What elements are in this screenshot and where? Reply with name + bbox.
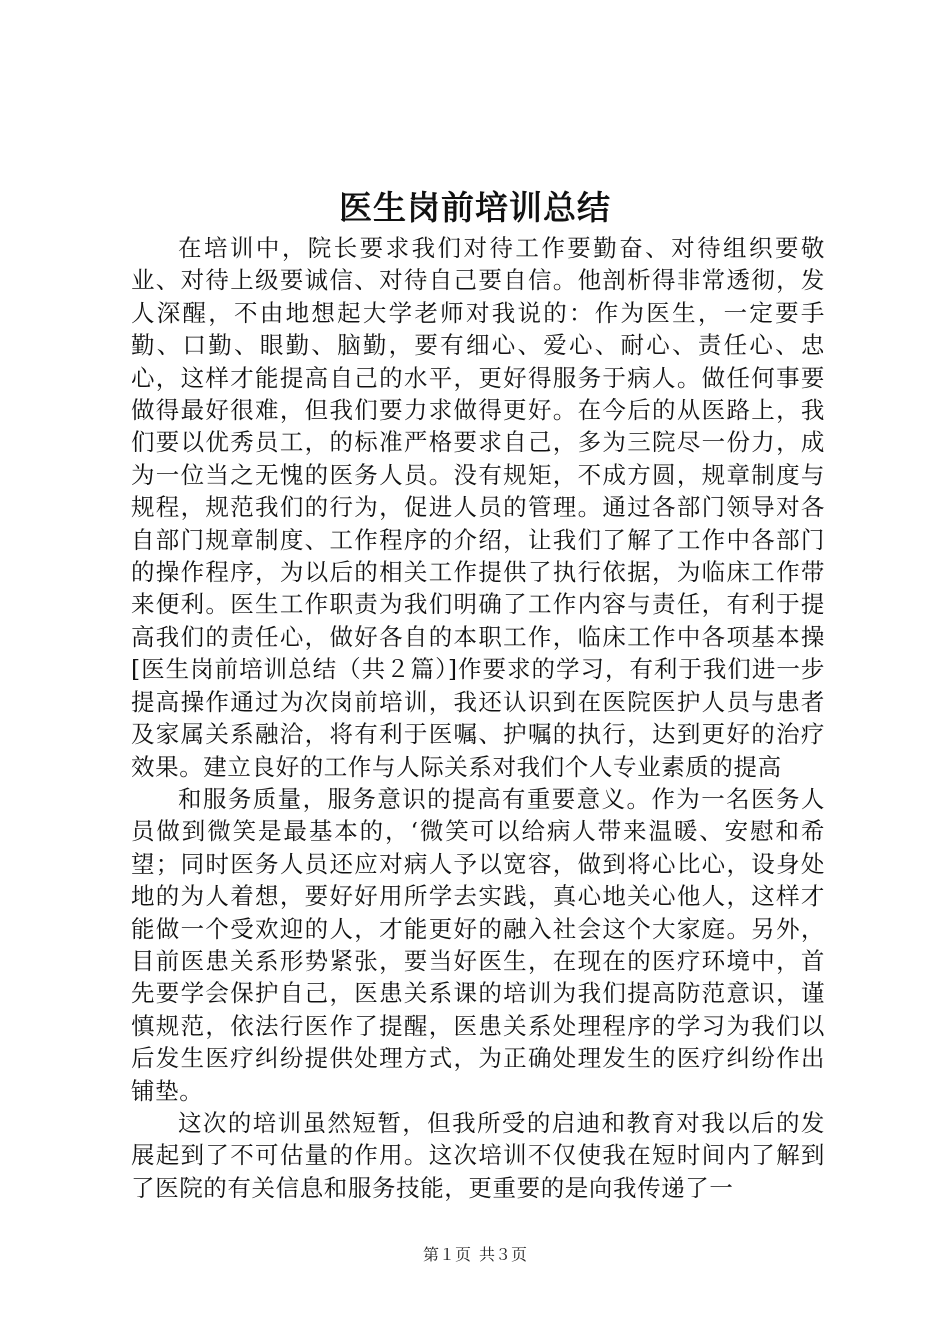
document-body: [131, 232, 825, 1204]
page-number: 第１页: [422, 1245, 471, 1264]
body-paragraph: 和服务质量，服务意识的提高有重要意义。作为一名医务人员做到微笑是最基本的，‘微笑可以给病人带来温暖、安慰和希望；同时医务人员还应对病人予以宽容，做到将心比心，设身处地的为人着想，要好好用所学去实践，真心地关心他人，这样才能做一个受欢迎的人，才能更好的融入社会这个大家庭。另外，目前医患关系形势紧张，要当好医生，在现在的医疗环境中，首先要学会保护自己，医患关系课的培训为我们提高防范意识，谨慎规范，依法行医作了提醒，医患关系处理程序的学习为我们以后发生医疗纠纷提供处理方式，为正确处理发生的医疗纠纷作出铺垫。: [131, 784, 825, 1105]
page-footer: [0, 1245, 950, 1265]
page-total: 共３页: [479, 1245, 528, 1264]
document-title: 医生岗前培训总结: [339, 188, 611, 227]
body-paragraph: 在培训中，院长要求我们对待工作要勤奋、对待组织要敬业、对待上级要诚信、对待自己要自信。他剖析得非常透彻，发人深醒，不由地想起大学老师对我说的：作为医生，一定要手勤、口勤、眼勤、脑勤，要有细心、爱心、耐心、责任心、忠心，这样才能提高自己的水平，更好得服务于病人。做任何事要做得最好很难，但我们要力求做得更好。在今后的从医路上，我们要以优秀员工，的标准严格要求自己，多为三院尽一份力，成为一位当之无愧的医务人员。没有规矩，不成方圆，规章制度与规程，规范我们的行为，促进人员的管理。通过各部门领导对各自部门规章制度、工作程序的介绍，让我们了解了工作中各部门的操作程序，为以后的相关工作提供了执行依据，为临床工作带来便利。医生工作职责为我们明确了工作内容与责任，有利于提高我们的责任心，做好各自的本职工作，临床工作中各项基本操[医生岗前培训总结（共２篇）]作要求的学习，有利于我们进一步提高操作通过为次岗前培训，我还认识到在医院医护人员与患者及家属关系融洽，将有利于医嘱、护嘱的执行，达到更好的治疗效果。建立良好的工作与人际关系对我们个人专业素质的提高: [131, 234, 825, 781]
body-paragraph: 这次的培训虽然短暂，但我所受的启迪和教育对我以后的发展起到了不可估量的作用。这次培训不仅使我在短时间内了解到了医院的有关信息和服务技能，更重要的是向我传递了一: [131, 1108, 825, 1202]
